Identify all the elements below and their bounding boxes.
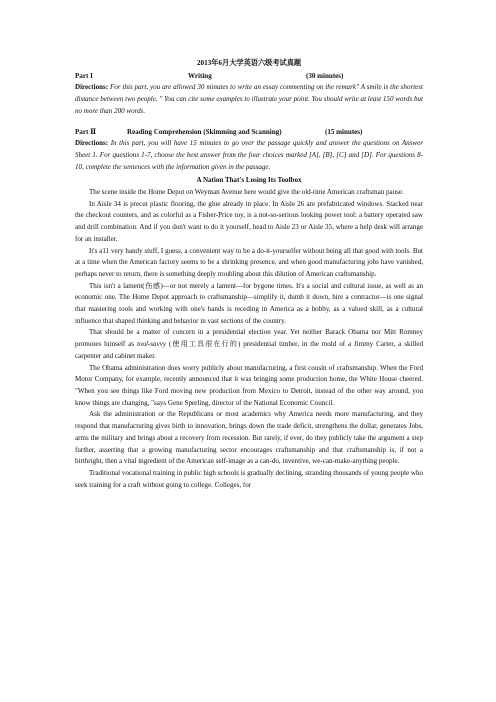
part-two-title: Reading Comprehension (Skimming and Scanning) xyxy=(127,127,282,136)
article-title: A Nation That's Losing Its Toolbox xyxy=(196,176,302,185)
part-one-directions xyxy=(75,82,423,117)
exam-title: 2013年6月大学英语六级考试真题 xyxy=(196,59,302,67)
article-paragraph: Traditional vocational training in public high schools is gradually declining, stranding thousands of young people who seek training for a craft without going to college. Colleges, for xyxy=(75,468,423,489)
part-two-directions-label: Directions: xyxy=(75,139,109,148)
part-two-name: Part Ⅱ xyxy=(75,127,97,136)
part-one-directions-label: Directions: xyxy=(75,83,109,92)
part-one-heading xyxy=(75,71,423,83)
part-two-heading xyxy=(75,127,423,139)
part-one-title: Writing xyxy=(188,71,212,80)
part-two-directions-text: In this part, you will have 15 minutes to go over the passage quickly and answer the questions on Answer Sheet 1. For questions 1-7, choose the best answer from the four choices marked [A], [B], [C] and [D]. For questions 8-10, complete the sentences with the information given in the passage. xyxy=(75,139,423,171)
part-two-directions xyxy=(75,138,423,173)
article-paragraph: In Aisle 34 is precut plastic flooring, the glue already in place. In Aisle 26 are prefabricated windows. Stacked near the checkout counters, and as colorful as a Fisher-Price toy, is a not-so-serious looking power tool: a battery operated saw and drill combination. And if you don't want to do it yourself, head to Aisle 23 or Aisle 35, where a help desk will arrange for an installer. xyxy=(75,199,423,243)
article-paragraph xyxy=(75,327,423,362)
part-one-time: (30 minutes) xyxy=(306,71,344,80)
paragraph-text: (使用工具很在行的) presidential timber, in the mold of a Jimmy Carter, a skilled carpenter and cabinet maker. xyxy=(75,340,423,360)
article-paragraph: The scene inside the Home Depot on Weyman Avenue here would give the old-time American craftsman pause. xyxy=(89,188,404,197)
article-paragraph: Ask the administration or the Republicans or most academics why America needs more manufacturing, and they respond that manufacturing gives birth to innovation, brings down the trade deficit, strengthens the dollar, generates Jobs, arms the military and brings about a recovery from recession. But rarely, if ever, do they publicly take the argument a step further, asserting that a growing manufacturing sector encourages craftsmanship and that craftsmanship is, if not a birthright, then a vital ingredient of the American self-image as a can-do, inventive, we-can-make-anything people. xyxy=(75,410,423,466)
part-one-name: Part I xyxy=(75,71,93,80)
italic-term: tool-savvy xyxy=(137,340,166,349)
article-paragraph: This isn't a lament(伤感)—or not merely a lament—for bygone times. It's a social and cultural issue, as well as an economic one. The Home Depot approach to craftsmanship—simplify it, dumb it down, hire a contractor—is one signal that mastering tools and working with one's hands is receding in America as a hobby, as a valued skill, as a cultural influence that shaped thinking and behavior in vast sections of the country. xyxy=(75,281,423,325)
document-page xyxy=(75,58,423,491)
part-one-directions-text: For this part, you are allowed 30 minutes to write an essay commenting on the remark" A smile is the shortest distance between two people. " You can cite some examples to illustrate your point. You should write at least 150 words but no more than 200 words. xyxy=(75,83,423,115)
article-paragraph: It's a11 very handy stuff, I guess, a convenient way to be a do-it-yourselfer without being all that good with tools. But at a time when the American factory seems to be a shrinking presence, and when good manufacturing jobs have vanished, perhaps never to return, there is something deeply troubling about this dilution of American craftsmanship. xyxy=(75,246,423,278)
article-paragraph: The Obama administration does worry publicly about manufacturing, a first cousin of craftsmanship. When the Ford Motor Company, for example, recently announced that it was bringing some production home, the White House cheered. "When you see things like Ford moving new production from Mexico to Detroit, instead of the other way around, you know things are changing, "says Gene Sperling, director of the National Economic Council. xyxy=(75,363,423,407)
section-spacer xyxy=(75,118,423,127)
paragraph-text: That should be a matter of concern in a presidential election year. Yet neither Barack Obama nor Mitt Romney promotes himself as xyxy=(75,328,423,349)
part-two-time: (15 minutes) xyxy=(325,127,363,136)
